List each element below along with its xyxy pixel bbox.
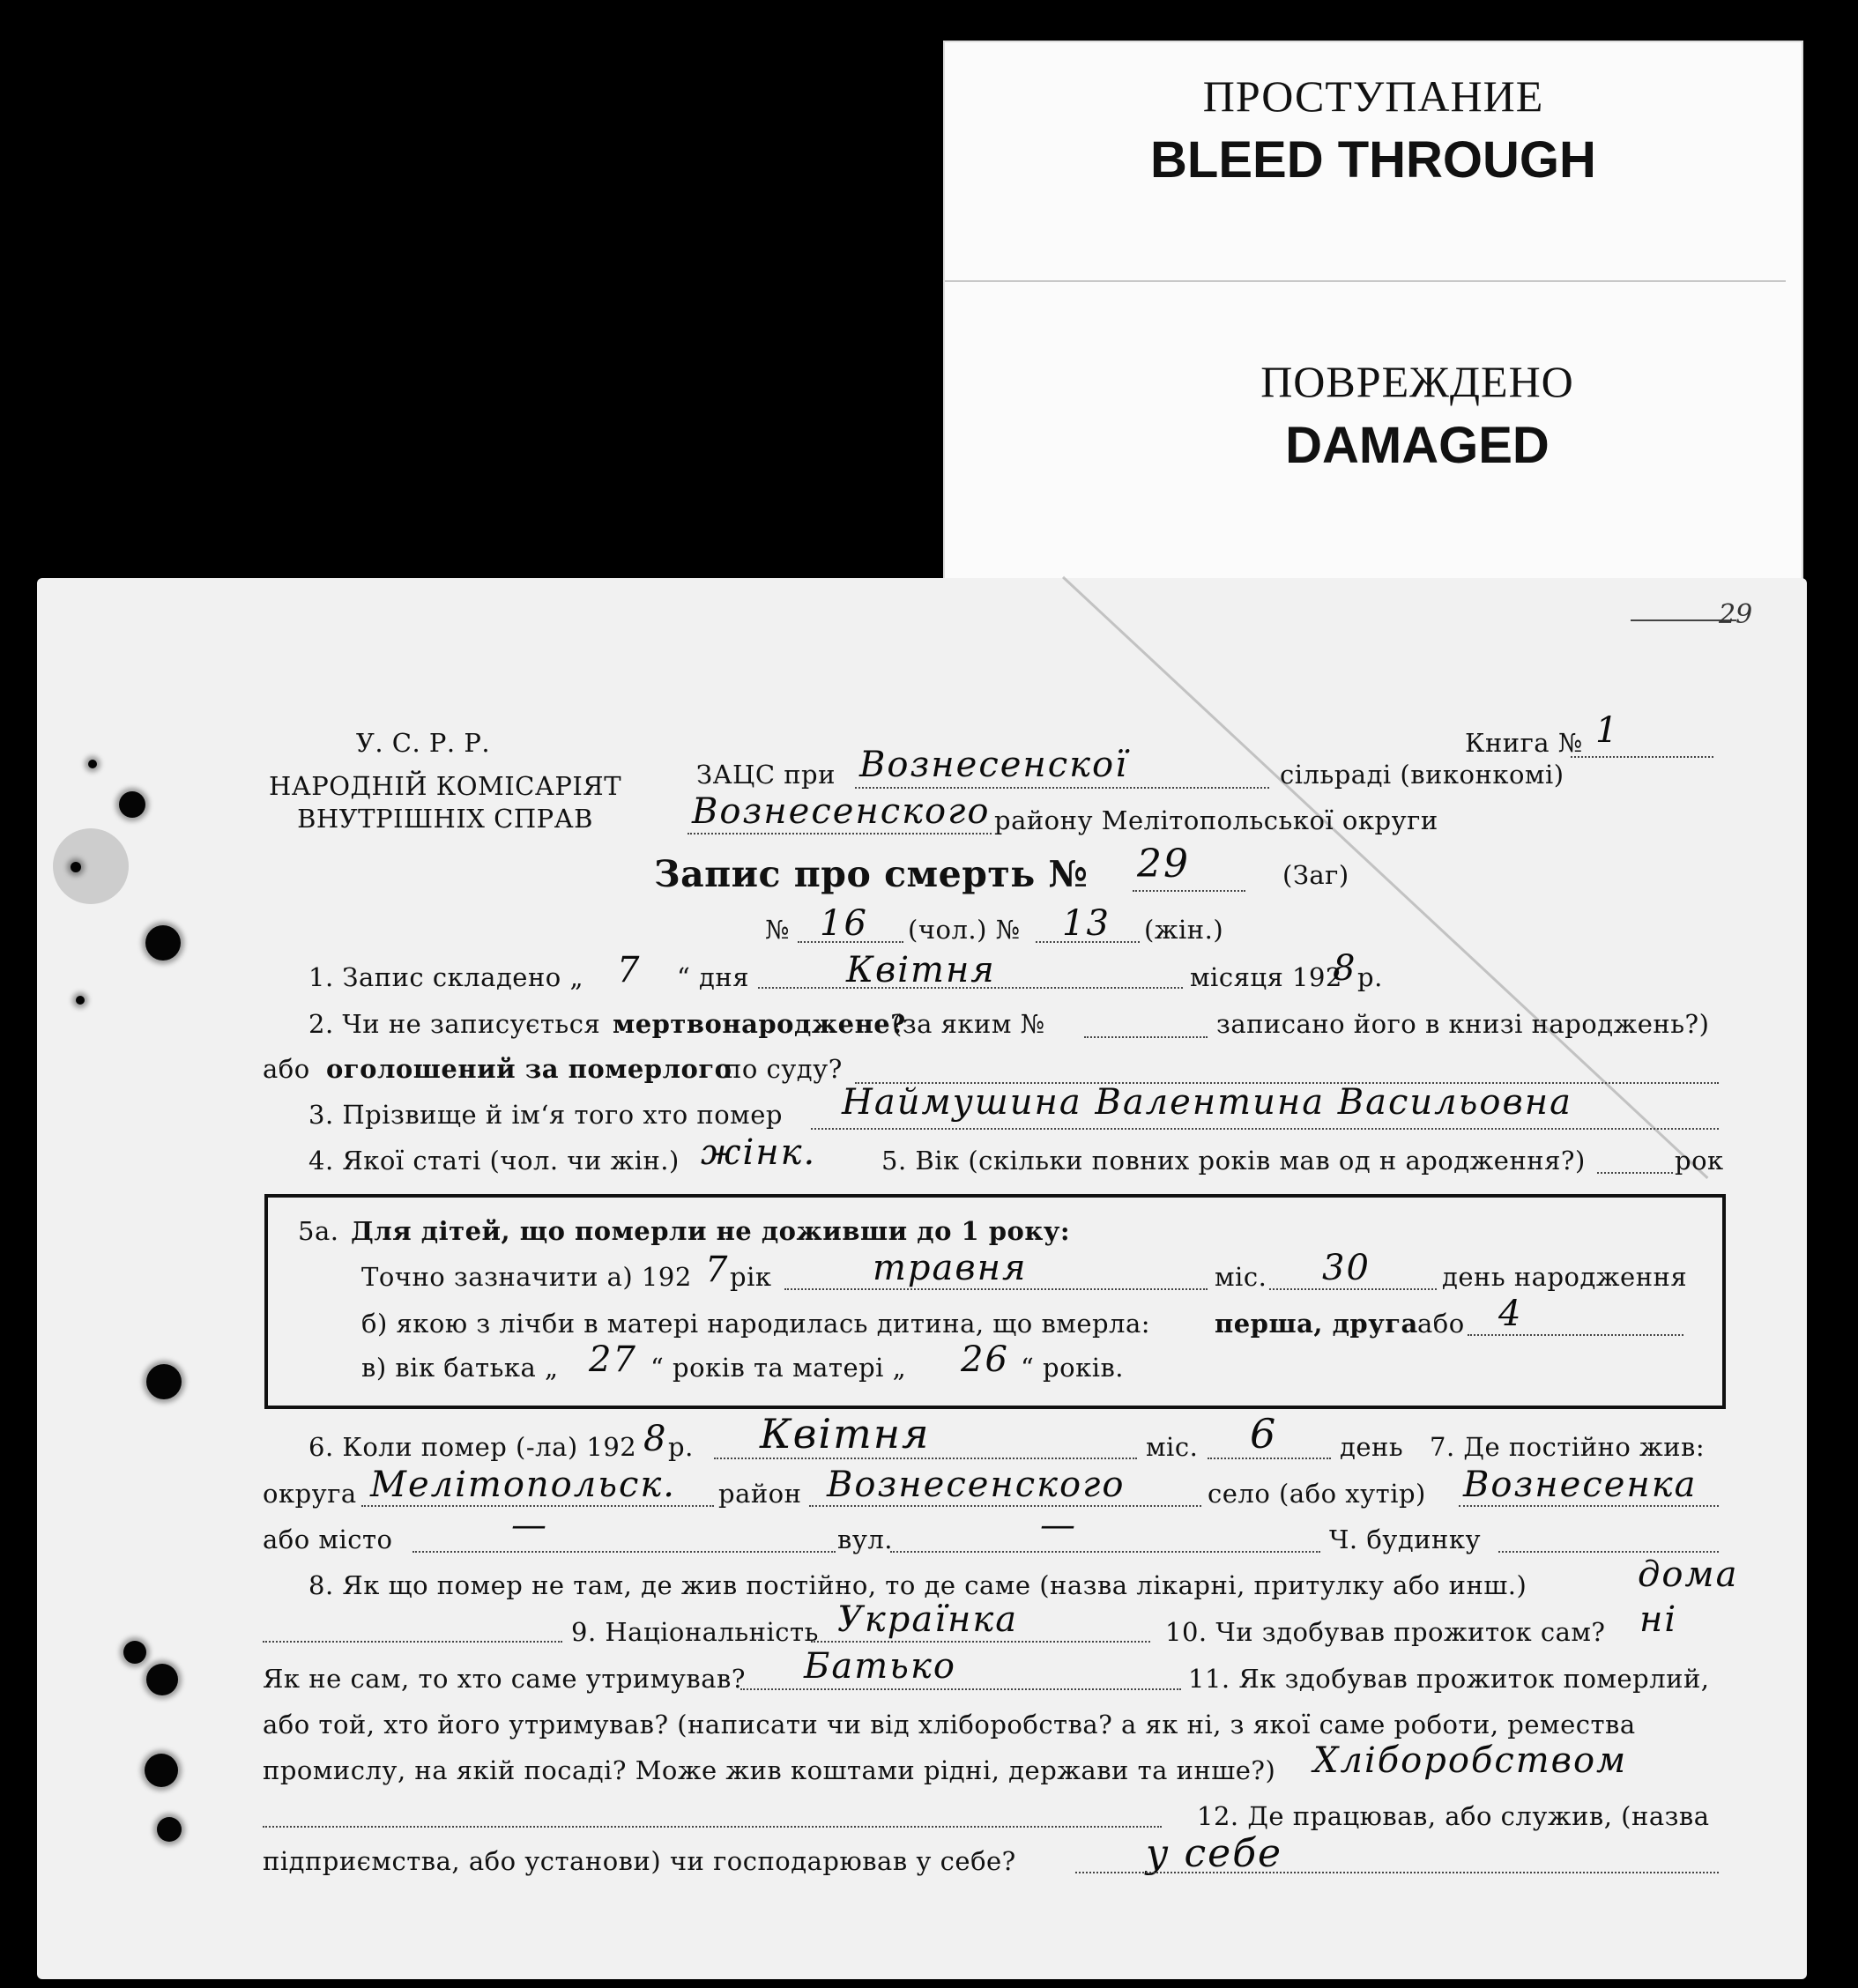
q9-label: 9. Національність: [571, 1617, 819, 1647]
damaged-ru: ПОВРЕЖДЕНО: [1260, 357, 1574, 406]
q5a-line-b-or: або: [1417, 1309, 1465, 1339]
q2-g: по суду?: [725, 1054, 843, 1084]
q4-value: жінк.: [701, 1132, 817, 1173]
damaged-en: DAMAGED: [1285, 417, 1550, 474]
q11-label: 11. Як здобував прожиток померлий,: [1188, 1664, 1710, 1694]
record-number-line: [1133, 890, 1245, 892]
male-count-line: [798, 941, 903, 943]
q10-value: ні: [1639, 1599, 1678, 1640]
q6-day: 6: [1250, 1410, 1278, 1458]
q6-mis: міс.: [1146, 1432, 1199, 1462]
book-label: Книга №: [1465, 728, 1583, 758]
q5a-mis: міс.: [1215, 1262, 1267, 1292]
archive-label-card: [943, 41, 1803, 582]
damage-ring: [53, 828, 129, 904]
ussr-heading: У. С. Р. Р.: [355, 728, 491, 758]
q8-value: дома: [1638, 1554, 1739, 1595]
q9-value: Українка: [837, 1599, 1019, 1640]
q12-line: [1075, 1872, 1719, 1873]
q5a-month-line: [784, 1288, 1208, 1290]
district-value: Вознесенского: [692, 791, 991, 832]
bleed-through-en: BLEED THROUGH: [1150, 131, 1596, 189]
q5a-day-label: день народження: [1442, 1262, 1688, 1292]
zags-value: Вознесенскої: [859, 745, 1128, 785]
q4-label: 4. Якої статі (чол. чи жін.): [308, 1146, 680, 1176]
q12-line2: підприємства, або установи) чи господарював у себе?: [263, 1846, 1016, 1876]
female-label: (жін.): [1144, 915, 1224, 945]
commissariat-line1: НАРОДНІЙ КОМІСАРІЯТ: [268, 771, 622, 801]
q11-line: [263, 1826, 1162, 1828]
punch-hole: [146, 1364, 182, 1399]
q8-label: 8. Як що помер не там, де жив постійно, то де саме (назва лікарні, притулку або инш.): [308, 1570, 1527, 1600]
q11-line3: промислу, на якій посаді? Може жив коштами рідні, держави та инше?): [263, 1755, 1276, 1785]
commissariat-line2: ВНУТРІШНІХ СПРАВ: [297, 804, 593, 834]
q10b-line: [740, 1688, 1181, 1690]
q8-line: [263, 1641, 562, 1643]
zags-suffix: сільраді (виконкомі): [1280, 760, 1564, 790]
bleed-through-ru: ПРОСТУПАНИЕ: [1202, 71, 1544, 121]
q5a-order-line: [1468, 1334, 1683, 1336]
q5a-day-line: [1269, 1288, 1437, 1290]
q7-vul-value: —: [1040, 1505, 1077, 1546]
q7-misto-value: —: [511, 1505, 548, 1546]
q5a-day: 30: [1322, 1248, 1371, 1288]
district-suffix: району Мелітопольської округи: [994, 805, 1438, 835]
q7-vul-line: [890, 1551, 1320, 1553]
q11-value: Хліборобством: [1313, 1740, 1628, 1781]
title-suffix: (Заг): [1282, 860, 1349, 890]
zags-label: ЗАЦС при: [696, 760, 836, 790]
male-count: 16: [820, 903, 868, 944]
q6-month: Квітня: [760, 1410, 931, 1458]
q5a-line-c-end: “ років.: [1021, 1353, 1125, 1383]
page-number: 29: [1719, 599, 1753, 630]
q7-budynok-line: [1498, 1551, 1719, 1553]
q3-line: [811, 1128, 1719, 1130]
q7-misto-label: або місто: [263, 1524, 393, 1554]
q7-vul-label: вул.: [837, 1524, 894, 1554]
q5-label: 5. Вік (скільки повних років мав од н ародження?): [881, 1146, 1586, 1176]
punch-hole: [157, 1817, 182, 1842]
q5a-year-digit: 7: [705, 1250, 730, 1290]
male-label: (чол.) №: [908, 915, 1021, 945]
q5a-rik: рік: [730, 1262, 772, 1292]
q10-label: 10. Чи здобував прожиток сам?: [1165, 1617, 1606, 1647]
q1-month: Квітня: [846, 950, 996, 990]
book-value: 1: [1595, 710, 1620, 751]
q5a-line-b: б) якою з лічби в матері народилась дитина, що вмерла:: [361, 1309, 1151, 1339]
q3-label: 3. Прізвище й ім‘я того хто помер: [308, 1100, 783, 1130]
q7-label: 7. Де постійно жив:: [1430, 1432, 1706, 1462]
q7-selo-label: село (або хутір): [1208, 1479, 1426, 1509]
punch-hole: [145, 1754, 178, 1787]
q2-c: (за яким №: [892, 1009, 1045, 1039]
q5a-line-a: Точно зазначити а) 192: [361, 1262, 692, 1292]
q1-mid: “ дня: [677, 962, 750, 992]
q6-prefix: 6. Коли помер (-ла) 192: [308, 1432, 637, 1462]
q7-raion-value: Вознесенского: [827, 1465, 1126, 1505]
punch-hole: [76, 996, 85, 1005]
q12-value: у себе: [1146, 1831, 1283, 1876]
q11-line2: або той, хто його утримував? (написати чи від хліборобства? а як ні, з якої саме роботи, ремества: [263, 1710, 1636, 1740]
q6-year-digit: 8: [643, 1419, 668, 1459]
female-count: 13: [1062, 903, 1111, 944]
q2-number-line: [1084, 1036, 1208, 1038]
q6-r: р.: [668, 1432, 694, 1462]
q2-e: або: [263, 1054, 310, 1084]
q1-year-digit: 8: [1333, 948, 1357, 989]
q5a-line-c-mid: “ років та матері „: [650, 1353, 907, 1383]
q1-end: р.: [1357, 962, 1383, 992]
q9-line: [811, 1641, 1150, 1643]
q3-value: Наймушина Валентина Васильовна: [842, 1082, 1572, 1123]
punch-hole: [123, 1641, 146, 1664]
q2-a: 2. Чи не записується: [308, 1009, 601, 1039]
q2-d: записано його в книзі народжень?): [1216, 1009, 1710, 1039]
q7-okruha-value: Мелітопольск.: [370, 1465, 676, 1505]
q1-prefix: 1. Запис складено „: [308, 962, 583, 992]
q5-line: [1597, 1172, 1673, 1174]
q7-raion-label: район: [718, 1479, 802, 1509]
q5a-mother-age: 26: [961, 1339, 1009, 1380]
q5a-title: Для дітей, що померли не доживши до 1 року:: [351, 1216, 1071, 1246]
record-number: 29: [1137, 842, 1190, 886]
punch-hole: [71, 862, 81, 872]
q6-day-line: [1208, 1458, 1331, 1459]
q5a-line-b-bold: перша, друга: [1215, 1309, 1418, 1339]
book-line: [1571, 756, 1713, 758]
q5a-number: 5а.: [298, 1216, 339, 1246]
q12-label: 12. Де працював, або служив, (назва: [1197, 1801, 1710, 1831]
q5a-line-c: в) вік батька „: [361, 1353, 559, 1383]
q5-suffix: рок: [1675, 1146, 1724, 1176]
q7-budynok-label: Ч. будинку: [1329, 1524, 1482, 1554]
punch-hole: [145, 925, 181, 961]
q5a-order: 4: [1498, 1294, 1523, 1334]
male-no-label: №: [765, 915, 790, 945]
q2-b: мертвонароджене?: [613, 1009, 906, 1039]
female-count-line: [1036, 941, 1140, 943]
q7-raion-line: [809, 1505, 1201, 1507]
q5a-month: травня: [873, 1248, 1028, 1288]
q1-day: 7: [617, 950, 642, 990]
q2-f: оголошений за померлого: [326, 1054, 732, 1084]
district-line: [687, 833, 992, 835]
q1-suffix: місяця 192: [1190, 962, 1342, 992]
q6-month-line: [714, 1458, 1137, 1459]
q10b-label: Як не сам, то хто саме утримував?: [263, 1664, 746, 1694]
q1-month-line: [758, 987, 1183, 989]
punch-hole: [88, 760, 97, 768]
q7-okruha-label: округа: [263, 1479, 357, 1509]
q6-day-label: день: [1340, 1432, 1404, 1462]
q7-selo-value: Вознесенка: [1463, 1465, 1698, 1505]
card-fold: [945, 280, 1786, 282]
punch-hole: [119, 791, 145, 818]
punch-hole: [146, 1664, 178, 1695]
q7-selo-line: [1459, 1505, 1719, 1507]
form-title: Запис про смерть №: [654, 853, 1089, 895]
zags-line: [855, 787, 1269, 789]
q5a-father-age: 27: [589, 1339, 637, 1380]
q10b-value: Батько: [804, 1646, 956, 1687]
q7-misto-line: [412, 1551, 836, 1553]
